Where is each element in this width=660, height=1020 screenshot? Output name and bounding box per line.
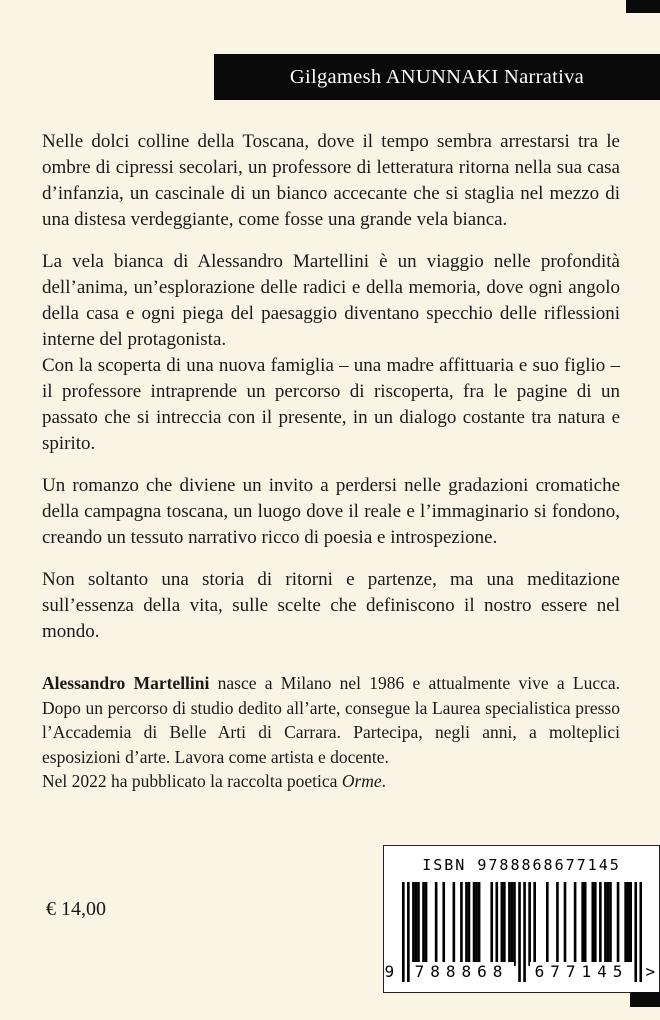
publisher-banner — [214, 54, 660, 100]
barcode-arrow: > — [645, 962, 656, 981]
barcode-digits-group2: 677145 — [530, 962, 634, 982]
barcode — [384, 882, 656, 982]
author-bio — [42, 671, 620, 794]
previous-work-suffix: . — [381, 771, 387, 791]
author-name: Alessandro Martellini — [42, 673, 210, 693]
previous-work-title: Orme — [341, 771, 382, 791]
barcode-digits-group1: 788868 — [410, 962, 514, 982]
price: € 14,00 — [46, 898, 106, 920]
synopsis-paragraph-3: Con la scoperta di una nuova famiglia – una madre affittuaria e suo figlio – il professore intraprende un percorso di riscoperta, fra le pagine di un passato che si intreccia con il presente, in un dialogo costante tra natura e spirito. — [42, 355, 620, 454]
publisher-banner-text: Gilgamesh ANUNNAKI Narrativa — [289, 65, 585, 88]
synopsis-paragraph-5: Non soltanto una storia di ritorni e partenze, ma una meditazione sull’essenza della vita, sulle scelte che definiscono il nostro essere nel mondo. — [42, 569, 620, 642]
isbn-label: ISBN 9788868677145 — [422, 856, 621, 874]
synopsis-paragraph-group — [42, 249, 620, 457]
author-bio-text: nasce a Milano nel 1986 e attualmente vive a Lucca. Dopo un percorso di studio dedito all’arte, consegue la Laurea specialistica presso l’Accademia di Belle Arti di Carrara. Partecipa, negli anni, a molteplici esposizioni d’arte. Lavora come artista e docente. — [42, 673, 620, 767]
previous-work-prefix: Nel 2022 ha pubblicato la raccolta poetica — [42, 771, 342, 791]
author-bio-line-2 — [42, 769, 620, 794]
synopsis-paragraph-2: La vela bianca di Alessandro Martellini è un viaggio nelle profondità dell’anima, un’esplorazione delle radici e della memoria, dove ogni angolo della casa e ogni piega del paesaggio diventano specchio delle riflessioni interne del protagonista. — [42, 251, 620, 350]
corner-mark-bottom-right — [630, 992, 660, 1007]
barcode-box — [383, 845, 660, 993]
barcode-digit-left: 9 — [384, 962, 395, 981]
synopsis-paragraph-1: Nelle dolci colline della Toscana, dove il tempo sembra arrestarsi tra le ombre di cipressi secolari, un professore di letteratura ritorna nella sua casa d’infanzia, un cascinale di un bianco accecante che si staglia nel mezzo di una distesa verdeggiante, come fosse una grande vela bianca. — [42, 131, 620, 230]
synopsis-paragraph-4: Un romanzo che diviene un invito a perdersi nelle gradazioni cromatiche della campagna toscana, un luogo dove il reale e l’immaginario si fondono, creando un tessuto narrativo ricco di poesia e introspezione. — [42, 475, 620, 548]
corner-mark-top-right — [626, 0, 660, 13]
author-bio-line-1 — [42, 671, 620, 769]
synopsis — [42, 129, 620, 794]
